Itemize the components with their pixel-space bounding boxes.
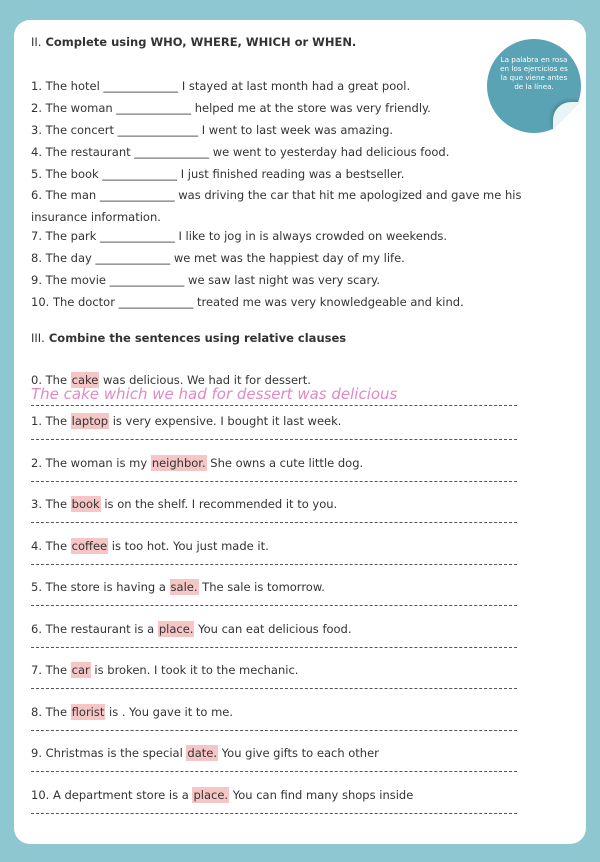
section2-item: 5. The book _____________ I just finished reading was a bestseller. — [31, 167, 405, 181]
item-keyword: florist — [71, 705, 105, 719]
answer-line[interactable] — [31, 770, 517, 772]
section3-item — [31, 663, 298, 677]
item-keyword: date. — [187, 746, 218, 760]
item-keyword: laptop — [71, 414, 109, 428]
item-keyword: place. — [193, 788, 229, 802]
item-text-pre: 4. The — [31, 539, 71, 553]
section3-item — [31, 414, 341, 428]
item-keyword: car — [71, 663, 90, 677]
section2-item: 4. The restaurant _____________ we went to yesterday had delicious food. — [31, 145, 450, 159]
answer-line[interactable] — [31, 521, 517, 523]
item-text-post: You can find many shops inside — [229, 788, 414, 802]
section2-item: 9. The movie _____________ we saw last night was very scary. — [31, 273, 380, 287]
item-text-post: She owns a cute little dog. — [206, 456, 364, 470]
section3-item — [31, 746, 379, 760]
section2-item: 7. The park _____________ I like to jog in is always crowded on weekends. — [31, 229, 448, 243]
item-text-post: is too hot. You just made it. — [108, 539, 269, 553]
item-text-pre: 1. The — [31, 414, 71, 428]
item-keyword: neighbor. — [151, 456, 206, 470]
item-keyword: book — [71, 497, 100, 511]
answer-line[interactable] — [31, 729, 517, 731]
example-keyword: cake — [71, 373, 99, 387]
item-text-pre: 6. The restaurant is a — [31, 622, 158, 636]
answer-line[interactable] — [31, 563, 517, 565]
item-text-pre: 10. A department store is a — [31, 788, 193, 802]
item-keyword: place. — [158, 622, 194, 636]
item-text-post: is very expensive. I bought it last week. — [109, 414, 342, 428]
section3-heading — [31, 331, 346, 345]
section3-item — [31, 622, 352, 636]
item-text-post: is . You gave it to me. — [105, 705, 234, 719]
item-text-post: The sale is tomorrow. — [198, 580, 325, 594]
section2-item: 10. The doctor _____________ treated me was very knowledgeable and kind. — [31, 295, 464, 309]
item-text-post: is broken. I took it to the mechanic. — [90, 663, 299, 677]
section2-item: 8. The day _____________ we met was the happiest day of my life. — [31, 251, 405, 265]
answer-line[interactable] — [31, 480, 517, 482]
example-post: was delicious. We had it for dessert. — [99, 373, 311, 387]
info-note-text: La palabra en rosa en los ejercicios es la que viene antes de la línea. — [500, 55, 568, 91]
section3-item — [31, 788, 413, 802]
section3-item — [31, 497, 337, 511]
section2-number: II. — [31, 35, 42, 49]
example-answer: The cake which we had for dessert was delicious — [31, 385, 398, 403]
answer-line[interactable] — [31, 812, 517, 814]
example-answer-line — [31, 404, 517, 406]
section2-item: 3. The concert ______________ I went to last week was amazing. — [31, 123, 394, 137]
section2-item: 2. The woman _____________ helped me at the store was very friendly. — [31, 101, 431, 115]
section3-number: III. — [31, 331, 45, 345]
item-text-pre: 3. The — [31, 497, 71, 511]
item-text-pre: 9. Christmas is the special — [31, 746, 187, 760]
answer-line[interactable] — [31, 604, 517, 606]
worksheet-page — [14, 20, 586, 844]
section2-item: 1. The hotel _____________ I stayed at last month had a great pool. — [31, 79, 411, 93]
item-keyword: sale. — [170, 580, 198, 594]
item-keyword: coffee — [71, 539, 108, 553]
section2-heading — [31, 35, 356, 49]
item-text-post: You give gifts to each other — [218, 746, 379, 760]
section2-title: Complete using WHO, WHERE, WHICH or WHEN. — [45, 35, 357, 49]
section3-item — [31, 539, 269, 553]
item-text-pre: 7. The — [31, 663, 71, 677]
section3-item — [31, 705, 233, 719]
item-text-post: You can eat delicious food. — [194, 622, 352, 636]
item-text-post: is on the shelf. I recommended it to you. — [100, 497, 338, 511]
item-text-pre: 8. The — [31, 705, 71, 719]
item-text-pre: 5. The store is having a — [31, 580, 170, 594]
answer-line[interactable] — [31, 687, 517, 689]
answer-line[interactable] — [31, 438, 517, 440]
section3-title: Combine the sentences using relative clauses — [48, 331, 347, 345]
section3-item — [31, 580, 325, 594]
answer-line[interactable] — [31, 646, 517, 648]
section2-item: 6. The man _____________ was driving the car that hit me apologized and gave me his insurance information. — [31, 188, 522, 224]
section3-item — [31, 456, 363, 470]
item-text-pre: 2. The woman is my — [31, 456, 151, 470]
example-pre: 0. The — [31, 373, 71, 387]
